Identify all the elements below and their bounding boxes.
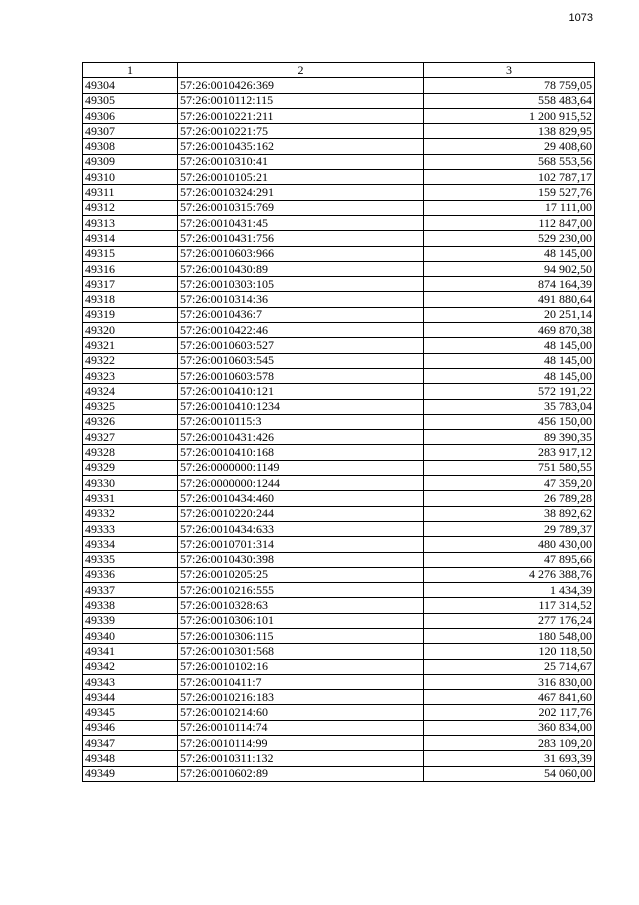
cadastral-number-cell: 57:26:0010303:105 xyxy=(178,277,424,292)
value-cell: 874 164,39 xyxy=(424,277,595,292)
cadastral-number-cell: 57:26:0010410:1234 xyxy=(178,399,424,414)
row-number-cell: 49340 xyxy=(83,628,178,643)
table-row xyxy=(83,460,595,475)
table-row xyxy=(83,139,595,154)
value-cell: 1 434,39 xyxy=(424,583,595,598)
row-number-cell: 49337 xyxy=(83,583,178,598)
cadastral-number-cell: 57:26:0010431:426 xyxy=(178,430,424,445)
row-number-cell: 49333 xyxy=(83,521,178,536)
row-number-cell: 49339 xyxy=(83,613,178,628)
table-row xyxy=(83,583,595,598)
cadastral-number-cell: 57:26:0010603:545 xyxy=(178,353,424,368)
row-number-cell: 49332 xyxy=(83,506,178,521)
value-cell: 159 527,76 xyxy=(424,185,595,200)
table-row xyxy=(83,751,595,766)
row-number-cell: 49313 xyxy=(83,215,178,230)
row-number-cell: 49304 xyxy=(83,78,178,93)
value-cell: 283 917,12 xyxy=(424,445,595,460)
table-row xyxy=(83,368,595,383)
table-row xyxy=(83,200,595,215)
value-cell: 89 390,35 xyxy=(424,430,595,445)
value-cell: 102 787,17 xyxy=(424,170,595,185)
row-number-cell: 49321 xyxy=(83,338,178,353)
cadastral-number-cell: 57:26:0010112:115 xyxy=(178,93,424,108)
cadastral-number-cell: 57:26:0010105:21 xyxy=(178,170,424,185)
value-cell: 47 359,20 xyxy=(424,476,595,491)
row-number-cell: 49318 xyxy=(83,292,178,307)
table-body xyxy=(83,78,595,782)
cadastral-number-cell: 57:26:0010220:244 xyxy=(178,506,424,521)
row-number-cell: 49317 xyxy=(83,277,178,292)
cadastral-number-cell: 57:26:0010114:74 xyxy=(178,720,424,735)
row-number-cell: 49314 xyxy=(83,231,178,246)
row-number-cell: 49306 xyxy=(83,108,178,123)
cadastral-number-cell: 57:26:0000000:1244 xyxy=(178,476,424,491)
value-cell: 29 408,60 xyxy=(424,139,595,154)
cadastral-number-cell: 57:26:0010411:7 xyxy=(178,674,424,689)
row-number-cell: 49328 xyxy=(83,445,178,460)
cadastral-number-cell: 57:26:0010301:568 xyxy=(178,644,424,659)
value-cell: 20 251,14 xyxy=(424,307,595,322)
value-cell: 94 902,50 xyxy=(424,261,595,276)
value-cell: 316 830,00 xyxy=(424,674,595,689)
value-cell: 48 145,00 xyxy=(424,246,595,261)
table-row xyxy=(83,766,595,781)
table-header-row xyxy=(83,63,595,78)
row-number-cell: 49347 xyxy=(83,736,178,751)
cadastral-number-cell: 57:26:0010205:25 xyxy=(178,567,424,582)
cadastral-number-cell: 57:26:0010328:63 xyxy=(178,598,424,613)
row-number-cell: 49322 xyxy=(83,353,178,368)
row-number-cell: 49305 xyxy=(83,93,178,108)
value-cell: 469 870,38 xyxy=(424,323,595,338)
row-number-cell: 49334 xyxy=(83,537,178,552)
table-row xyxy=(83,690,595,705)
cadastral-number-cell: 57:26:0010434:633 xyxy=(178,521,424,536)
value-cell: 202 117,76 xyxy=(424,705,595,720)
value-cell: 529 230,00 xyxy=(424,231,595,246)
value-cell: 78 759,05 xyxy=(424,78,595,93)
column-header-3: 3 xyxy=(424,63,595,78)
table-row xyxy=(83,93,595,108)
table-row xyxy=(83,185,595,200)
column-header-2: 2 xyxy=(178,63,424,78)
value-cell: 35 783,04 xyxy=(424,399,595,414)
table-row xyxy=(83,399,595,414)
table-row xyxy=(83,323,595,338)
value-cell: 491 880,64 xyxy=(424,292,595,307)
table-row xyxy=(83,353,595,368)
column-header-1: 1 xyxy=(83,63,178,78)
value-cell: 751 580,55 xyxy=(424,460,595,475)
table-row xyxy=(83,124,595,139)
cadastral-number-cell: 57:26:0010310:41 xyxy=(178,154,424,169)
table-row xyxy=(83,736,595,751)
table-row xyxy=(83,430,595,445)
row-number-cell: 49319 xyxy=(83,307,178,322)
value-cell: 138 829,95 xyxy=(424,124,595,139)
row-number-cell: 49308 xyxy=(83,139,178,154)
cadastral-number-cell: 57:26:0010221:75 xyxy=(178,124,424,139)
value-cell: 47 895,66 xyxy=(424,552,595,567)
cadastral-number-cell: 57:26:0010410:121 xyxy=(178,384,424,399)
table-row xyxy=(83,261,595,276)
table-row xyxy=(83,705,595,720)
cadastral-number-cell: 57:26:0010430:89 xyxy=(178,261,424,276)
value-cell: 17 111,00 xyxy=(424,200,595,215)
value-cell: 572 191,22 xyxy=(424,384,595,399)
cadastral-number-cell: 57:26:0010603:527 xyxy=(178,338,424,353)
table-row xyxy=(83,108,595,123)
cadastral-number-cell: 57:26:0010434:460 xyxy=(178,491,424,506)
row-number-cell: 49348 xyxy=(83,751,178,766)
cadastral-number-cell: 57:26:0010430:398 xyxy=(178,552,424,567)
value-cell: 1 200 915,52 xyxy=(424,108,595,123)
cadastral-number-cell: 57:26:0010431:756 xyxy=(178,231,424,246)
cadastral-number-cell: 57:26:0010324:291 xyxy=(178,185,424,200)
row-number-cell: 49346 xyxy=(83,720,178,735)
row-number-cell: 49312 xyxy=(83,200,178,215)
cadastral-number-cell: 57:26:0010431:45 xyxy=(178,215,424,230)
cadastral-number-cell: 57:26:0010221:211 xyxy=(178,108,424,123)
row-number-cell: 49307 xyxy=(83,124,178,139)
value-cell: 54 060,00 xyxy=(424,766,595,781)
value-cell: 31 693,39 xyxy=(424,751,595,766)
table-row xyxy=(83,598,595,613)
value-cell: 120 118,50 xyxy=(424,644,595,659)
value-cell: 48 145,00 xyxy=(424,338,595,353)
cadastral-number-cell: 57:26:0010410:168 xyxy=(178,445,424,460)
table-row xyxy=(83,644,595,659)
value-cell: 558 483,64 xyxy=(424,93,595,108)
value-cell: 48 145,00 xyxy=(424,368,595,383)
row-number-cell: 49330 xyxy=(83,476,178,491)
data-table xyxy=(82,62,595,782)
table-row xyxy=(83,231,595,246)
table-row xyxy=(83,338,595,353)
value-cell: 29 789,37 xyxy=(424,521,595,536)
table-row xyxy=(83,537,595,552)
cadastral-number-cell: 57:26:0010436:7 xyxy=(178,307,424,322)
cadastral-number-cell: 57:26:0010602:89 xyxy=(178,766,424,781)
table-row xyxy=(83,720,595,735)
cadastral-number-cell: 57:26:0010311:132 xyxy=(178,751,424,766)
value-cell: 568 553,56 xyxy=(424,154,595,169)
row-number-cell: 49335 xyxy=(83,552,178,567)
value-cell: 180 548,00 xyxy=(424,628,595,643)
cadastral-number-cell: 57:26:0010314:36 xyxy=(178,292,424,307)
table-row xyxy=(83,521,595,536)
table-row xyxy=(83,674,595,689)
row-number-cell: 49315 xyxy=(83,246,178,261)
row-number-cell: 49323 xyxy=(83,368,178,383)
table-row xyxy=(83,414,595,429)
table-row xyxy=(83,628,595,643)
cadastral-number-cell: 57:26:0010214:60 xyxy=(178,705,424,720)
cadastral-number-cell: 57:26:0010102:16 xyxy=(178,659,424,674)
row-number-cell: 49326 xyxy=(83,414,178,429)
cadastral-number-cell: 57:26:0010435:162 xyxy=(178,139,424,154)
value-cell: 360 834,00 xyxy=(424,720,595,735)
value-cell: 4 276 388,76 xyxy=(424,567,595,582)
value-cell: 283 109,20 xyxy=(424,736,595,751)
table-row xyxy=(83,246,595,261)
cadastral-number-cell: 57:26:0000000:1149 xyxy=(178,460,424,475)
cadastral-number-cell: 57:26:0010701:314 xyxy=(178,537,424,552)
value-cell: 48 145,00 xyxy=(424,353,595,368)
row-number-cell: 49324 xyxy=(83,384,178,399)
value-cell: 117 314,52 xyxy=(424,598,595,613)
row-number-cell: 49310 xyxy=(83,170,178,185)
table-row xyxy=(83,491,595,506)
row-number-cell: 49325 xyxy=(83,399,178,414)
row-number-cell: 49344 xyxy=(83,690,178,705)
value-cell: 25 714,67 xyxy=(424,659,595,674)
row-number-cell: 49336 xyxy=(83,567,178,582)
row-number-cell: 49331 xyxy=(83,491,178,506)
value-cell: 456 150,00 xyxy=(424,414,595,429)
cadastral-number-cell: 57:26:0010603:578 xyxy=(178,368,424,383)
table-row xyxy=(83,445,595,460)
table-row xyxy=(83,659,595,674)
page-number: 1073 xyxy=(568,12,593,24)
row-number-cell: 49316 xyxy=(83,261,178,276)
table-row xyxy=(83,567,595,582)
cadastral-number-cell: 57:26:0010315:769 xyxy=(178,200,424,215)
value-cell: 467 841,60 xyxy=(424,690,595,705)
table-row xyxy=(83,613,595,628)
table-row xyxy=(83,506,595,521)
table-row xyxy=(83,552,595,567)
row-number-cell: 49349 xyxy=(83,766,178,781)
cadastral-number-cell: 57:26:0010306:101 xyxy=(178,613,424,628)
row-number-cell: 49311 xyxy=(83,185,178,200)
value-cell: 38 892,62 xyxy=(424,506,595,521)
cadastral-number-cell: 57:26:0010216:555 xyxy=(178,583,424,598)
row-number-cell: 49343 xyxy=(83,674,178,689)
row-number-cell: 49338 xyxy=(83,598,178,613)
row-number-cell: 49320 xyxy=(83,323,178,338)
row-number-cell: 49345 xyxy=(83,705,178,720)
table-row xyxy=(83,78,595,93)
value-cell: 26 789,28 xyxy=(424,491,595,506)
table-row xyxy=(83,307,595,322)
cadastral-number-cell: 57:26:0010306:115 xyxy=(178,628,424,643)
table-row xyxy=(83,476,595,491)
row-number-cell: 49329 xyxy=(83,460,178,475)
row-number-cell: 49309 xyxy=(83,154,178,169)
value-cell: 277 176,24 xyxy=(424,613,595,628)
row-number-cell: 49342 xyxy=(83,659,178,674)
table-row xyxy=(83,384,595,399)
cadastral-number-cell: 57:26:0010603:966 xyxy=(178,246,424,261)
value-cell: 112 847,00 xyxy=(424,215,595,230)
table-row xyxy=(83,215,595,230)
cadastral-number-cell: 57:26:0010216:183 xyxy=(178,690,424,705)
row-number-cell: 49327 xyxy=(83,430,178,445)
table-row xyxy=(83,277,595,292)
cadastral-number-cell: 57:26:0010115:3 xyxy=(178,414,424,429)
table-row xyxy=(83,154,595,169)
cadastral-number-cell: 57:26:0010422:46 xyxy=(178,323,424,338)
cadastral-number-cell: 57:26:0010114:99 xyxy=(178,736,424,751)
value-cell: 480 430,00 xyxy=(424,537,595,552)
cadastral-number-cell: 57:26:0010426:369 xyxy=(178,78,424,93)
row-number-cell: 49341 xyxy=(83,644,178,659)
table-row xyxy=(83,292,595,307)
table-row xyxy=(83,170,595,185)
